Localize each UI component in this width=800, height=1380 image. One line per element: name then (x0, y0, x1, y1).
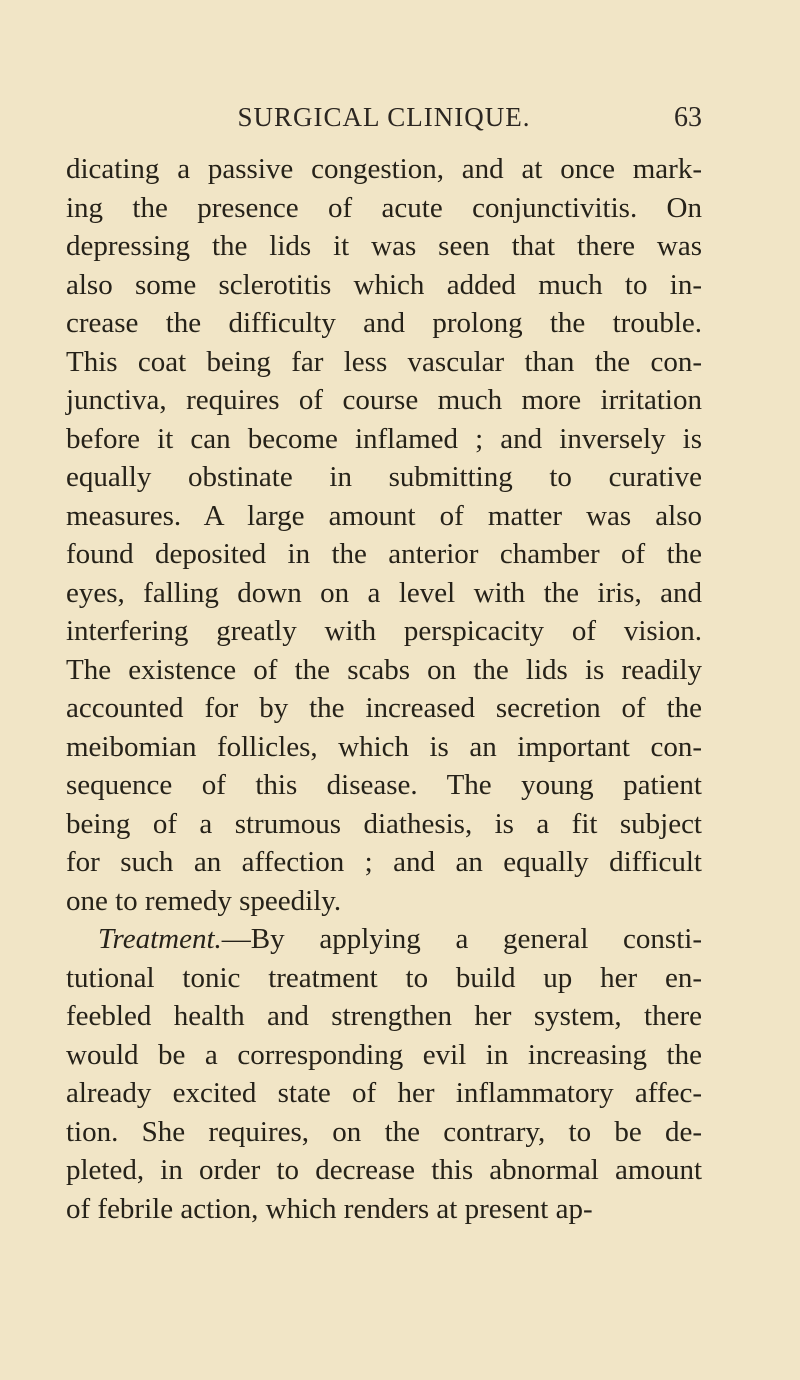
text-line: before it can become inflamed ; and inversely is (66, 422, 702, 455)
text-line: junctiva, requires of course much more irritation (66, 384, 702, 416)
text-line: pleted, in order to decrease this abnormal amount (66, 1154, 702, 1186)
text-line: feebled health and strengthen her system, there (66, 1000, 702, 1032)
body-text (66, 150, 702, 1228)
text-line: eyes, falling down on a level with the iris, and (66, 576, 702, 609)
treatment-line (66, 920, 702, 959)
text-line: being of a strumous diathesis, is a fit subject (66, 807, 702, 840)
text-line: measures. A large amount of matter was also (66, 499, 702, 532)
running-title: SURGICAL CLINIQUE. (237, 102, 531, 132)
text-line: This coat being far less vascular than the con- (66, 345, 702, 378)
page-number: 63 (674, 102, 702, 133)
text-line: dicating a passive congestion, and at once mark- (66, 153, 702, 185)
text-line: equally obstinate in submitting to curative (66, 461, 702, 493)
text-line: sequence of this disease. The young patient (66, 769, 702, 801)
text-line: depressing the lids it was seen that there was (66, 230, 702, 262)
text-line: tutional tonic treatment to build up her en- (66, 961, 702, 994)
text-line: accounted for by the increased secretion of the (66, 692, 702, 724)
text-line: of febrile action, which renders at present ap- (66, 1192, 593, 1225)
text-line: ing the presence of acute conjunctivitis. On (66, 191, 702, 224)
text-line: found deposited in the anterior chamber of the (66, 538, 702, 570)
treatment-line-rest: —By applying a general consti- (221, 923, 702, 955)
text-line: also some sclerotitis which added much to in- (66, 268, 702, 301)
running-header (66, 102, 702, 142)
text-line: tion. She requires, on the contrary, to be de- (66, 1115, 702, 1148)
text-line: for such an affection ; and an equally difficult (66, 846, 702, 878)
text-line: The existence of the scabs on the lids is readily (66, 653, 702, 686)
text-line: already excited state of her inflammatory affec- (66, 1077, 702, 1109)
text-line: would be a corresponding evil in increasing the (66, 1038, 702, 1071)
text-line: crease the difficulty and prolong the trouble. (66, 307, 702, 339)
treatment-heading: Treatment. (98, 923, 222, 955)
text-line: meibomian follicles, which is an important con- (66, 730, 702, 763)
text-line: interfering greatly with perspicacity of vision. (66, 615, 702, 647)
text-line: one to remedy speedily. (66, 884, 342, 917)
